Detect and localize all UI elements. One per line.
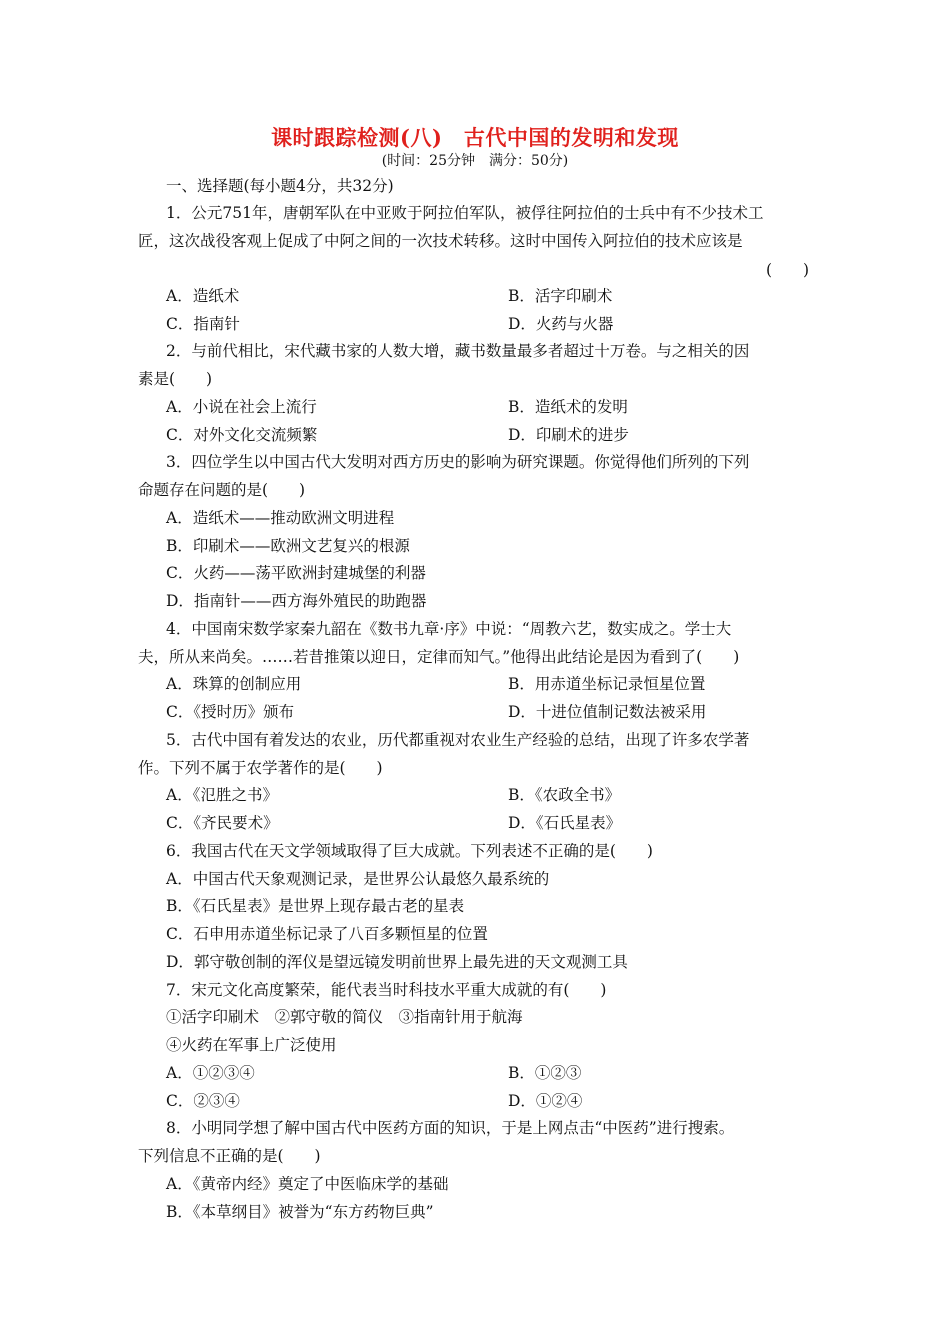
- question-6-line-1: 6．我国古代在天文学领域取得了巨大成就。下列表述不正确的是( ): [166, 842, 653, 860]
- question-5-option-d: D．《石氏星表》: [508, 814, 622, 832]
- question-4-option-b: B．用赤道坐标记录恒星位置: [508, 675, 706, 693]
- question-5-option-c: C．《齐民要术》: [166, 814, 279, 832]
- question-2-line-2: 素是( ): [138, 370, 213, 388]
- question-3-option-b: B．印刷术——欧洲文艺复兴的根源: [166, 537, 410, 555]
- question-3-option-d: D．指南针——西方海外殖民的助跑器: [166, 592, 427, 610]
- question-6-option-b: B．《石氏星表》是世界上现存最古老的星表: [166, 897, 465, 915]
- question-2-option-d: D．印刷术的进步: [508, 426, 629, 444]
- question-4-option-d: D．十进位值制记数法被采用: [508, 703, 707, 721]
- question-5-option-b: B．《农政全书》: [508, 786, 621, 804]
- question-5-line-2: 作。下列不属于农学著作的是( ): [138, 759, 383, 777]
- question-8-option-b: B．《本草纲目》被誉为“东方药物巨典”: [166, 1203, 434, 1221]
- question-1-option-b: B．活字印刷术: [508, 287, 613, 305]
- question-4-option-c: C．《授时历》颁布: [166, 703, 295, 721]
- question-8-option-a: A．《黄帝内经》奠定了中医临床学的基础: [166, 1175, 449, 1193]
- question-3-option-a: A．造纸术——推动欧洲文明进程: [166, 509, 395, 527]
- section-heading: 一、选择题(每小题4分，共32分): [166, 177, 394, 195]
- question-6-option-d: D．郭守敬创制的浑仪是望远镜发明前世界上最先进的天文观测工具: [166, 953, 628, 971]
- question-7-items-2: ④火药在军事上广泛使用: [166, 1036, 337, 1054]
- question-2-line-1: 2．与前代相比，宋代藏书家的人数大增，藏书数量最多者超过十万卷。与之相关的因: [166, 342, 750, 360]
- question-5-line-1: 5．古代中国有着发达的农业，历代都重视对农业生产经验的总结，出现了许多农学著: [166, 731, 750, 749]
- question-7-option-d: D．①②④: [508, 1092, 583, 1110]
- question-2-option-b: B．造纸术的发明: [508, 398, 628, 416]
- time-score-info: (时间：25分钟 满分：50分): [381, 153, 569, 169]
- question-4-line-2: 夫，所从来尚矣。……若昔推策以迎日，定律而知气。”他得出此结论是因为看到了( ): [138, 648, 740, 666]
- question-1-line-1: 1．公元751年，唐朝军队在中亚败于阿拉伯军队，被俘往阿拉伯的士兵中有不少技术工: [166, 204, 764, 222]
- question-5-option-a: A．《氾胜之书》: [166, 786, 278, 804]
- question-4-line-1: 4．中国南宋数学家秦九韶在《数书九章·序》中说：“周教六艺，数实成之。学士大: [166, 620, 732, 638]
- question-1-option-c: C．指南针: [166, 315, 240, 333]
- question-6-option-a: A．中国古代天象观测记录，是世界公认最悠久最系统的: [166, 870, 550, 888]
- question-4-option-a: A．珠算的创制应用: [166, 675, 302, 693]
- question-6-option-c: C．石申用赤道坐标记录了八百多颗恒星的位置: [166, 925, 488, 943]
- question-3-option-c: C．火药——荡平欧洲封建城堡的利器: [166, 564, 426, 582]
- question-8-line-1: 8．小明同学想了解中国古代中医药方面的知识，于是上网点击“中医药”进行搜索。: [166, 1119, 735, 1137]
- question-1-answer-blank: ( ): [766, 261, 810, 279]
- page-title: 课时跟踪检测(八) 古代中国的发明和发现: [271, 125, 679, 150]
- question-3-line-2: 命题存在问题的是( ): [138, 481, 306, 499]
- question-3-line-1: 3．四位学生以中国古代大发明对西方历史的影响为研究课题。你觉得他们所列的下列: [166, 453, 750, 471]
- question-8-line-2: 下列信息不正确的是( ): [138, 1147, 321, 1165]
- question-7-option-b: B．①②③: [508, 1064, 582, 1082]
- question-7-option-a: A．①②③④: [166, 1064, 255, 1082]
- question-7-items-1: ①活字印刷术 ②郭守敬的简仪 ③指南针用于航海: [166, 1008, 523, 1026]
- question-1-line-2: 匠，这次战役客观上促成了中阿之间的一次技术转移。这时中国传入阿拉伯的技术应该是: [138, 232, 743, 250]
- question-1-option-a: A．造纸术: [166, 287, 240, 305]
- question-7-option-c: C．②③④: [166, 1092, 240, 1110]
- question-2-option-c: C．对外文化交流频繁: [166, 426, 318, 444]
- question-1-option-d: D．火药与火器: [508, 315, 614, 333]
- question-2-option-a: A．小说在社会上流行: [166, 398, 317, 416]
- question-7-line-1: 7．宋元文化高度繁荣，能代表当时科技水平重大成就的有( ): [166, 981, 607, 999]
